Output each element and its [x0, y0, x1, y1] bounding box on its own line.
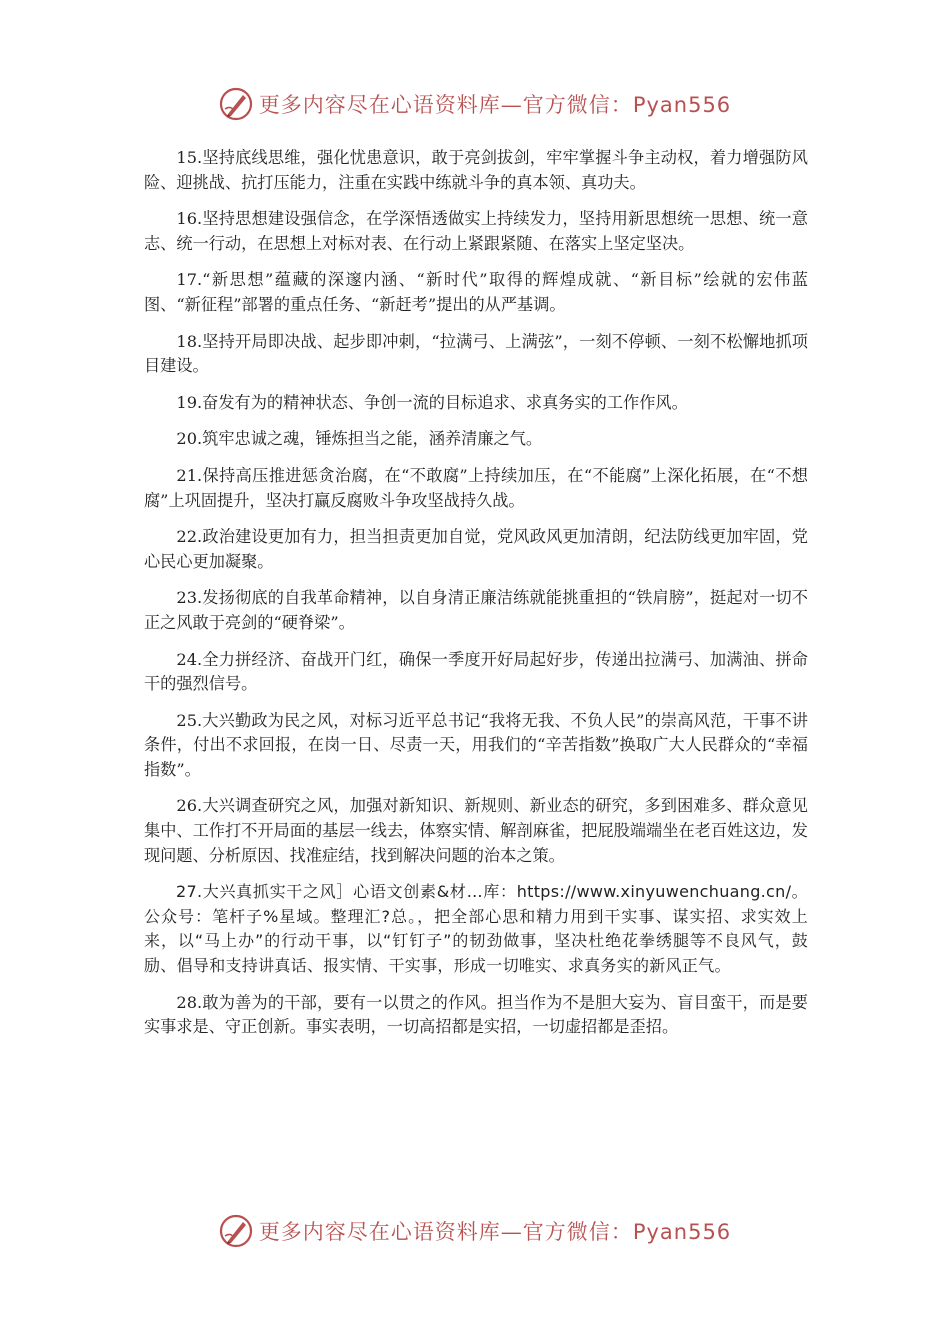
paragraph-20: 20.筑牢忠诚之魂，锤炼担当之能，涵养清廉之气。 — [176, 429, 543, 449]
paragraph-27: 27.大兴真抓实干之风］心语文创素&材…库：https://www.xinyuwenchuang.cn/。公众号：笔杆子%星域。整理汇?总。，把全部心思和精力用到干实事、谋实招、求实效上来，以“马上办”的行动干事，以“钉钉子”的韧劲做事，坚决杜绝花拳绣腿等不良风气，鼓励、倡导和支持讲真话、报实情、干实事，形成一切唯实、求真务实的新风正气。 — [144, 882, 808, 976]
paragraph-22: 22.政治建设更加有力，担当担责更加自觉，党风政风更加清朗，纪法防线更加牢固，党心民心更加凝聚。 — [144, 527, 808, 571]
paragraph-28: 28.敢为善为的干部，要有一以贯之的作风。担当作为不是胆大妄为、盲目蛮干，而是要实事求是、守正创新。事实表明，一切高招都是实招，一切虚招都是歪招。 — [144, 992, 808, 1037]
paragraph-19: 19.奋发有为的精神状态、争创一流的目标追求、求真务实的工作作风。 — [176, 392, 688, 412]
pen-logo-icon — [219, 87, 253, 121]
paragraph-18: 18.坚持开局即决战、起步即冲刺，“拉满弓、上满弦”，一刻不停顿、一刻不松懈地抓项目建设。 — [144, 331, 808, 376]
paragraph-16: 16.坚持思想建设强信念，在学深悟透做实上持续发力，坚持用新思想统一思想、统一意志、统一行动，在思想上对标对表、在行动上紧跟紧随、在落实上坚定坚决。 — [144, 209, 808, 253]
paragraph-25: 25.大兴勤政为民之风，对标习近平总书记“我将无我、不负人民”的崇高风范，干事不讲条件，付出不求回报，在岗一日、尽责一天，用我们的“辛苦指数”换取广大人民群众的“幸福指数”。 — [144, 710, 808, 779]
paragraph-15: 15.坚持底线思维，强化忧患意识，敢于亮剑拔剑，牢牢掌握斗争主动权，着力增强防风险、迎挑战、抗打压能力，注重在实践中练就斗争的真本领、真功夫。 — [144, 148, 808, 192]
footer-banner — [0, 1211, 950, 1251]
paragraph-24: 24.全力拼经济、奋战开门红，确保一季度开好局起好步，传递出拉满弓、加满油、拼命干的强烈信号。 — [144, 649, 808, 694]
footer-banner-text: 更多内容尽在心语资料库—官方微信：Pyan556 — [258, 1220, 732, 1244]
wechat-id: Pyan556 — [632, 93, 732, 117]
paragraph-21: 21.保持高压推进惩贪治腐，在“不敢腐”上持续加压，在“不能腐”上深化拓展，在“不想腐”上巩固提升，坚决打赢反腐败斗争攻坚战持久战。 — [144, 465, 808, 510]
pen-logo-icon — [219, 1214, 253, 1248]
paragraph-17: 17.“新思想”蕴藏的深邃内涵、“新时代”取得的辉煌成就、“新目标”绘就的宏伟蓝图、“新征程”部署的重点任务、“新赶考”提出的从严基调。 — [144, 270, 808, 314]
paragraph-23: 23.发扬彻底的自我革命精神，以自身清正廉洁练就能挑重担的“铁肩膀”，挺起对一切不正之风敢于亮剑的“硬脊梁”。 — [144, 588, 808, 632]
wechat-id: Pyan556 — [632, 1220, 732, 1244]
header-banner-text: 更多内容尽在心语资料库—官方微信：Pyan556 — [258, 93, 732, 117]
document-body — [144, 146, 808, 1052]
paragraph-26: 26.大兴调查研究之风，加强对新知识、新规则、新业态的研究，多到困难多、群众意见集中、工作打不开局面的基层一线去，体察实情、解剖麻雀，把屁股端端坐在老百姓这边，发现问题、分析原因、找准症结，找到解决问题的治本之策。 — [144, 796, 808, 865]
header-banner — [0, 84, 950, 124]
